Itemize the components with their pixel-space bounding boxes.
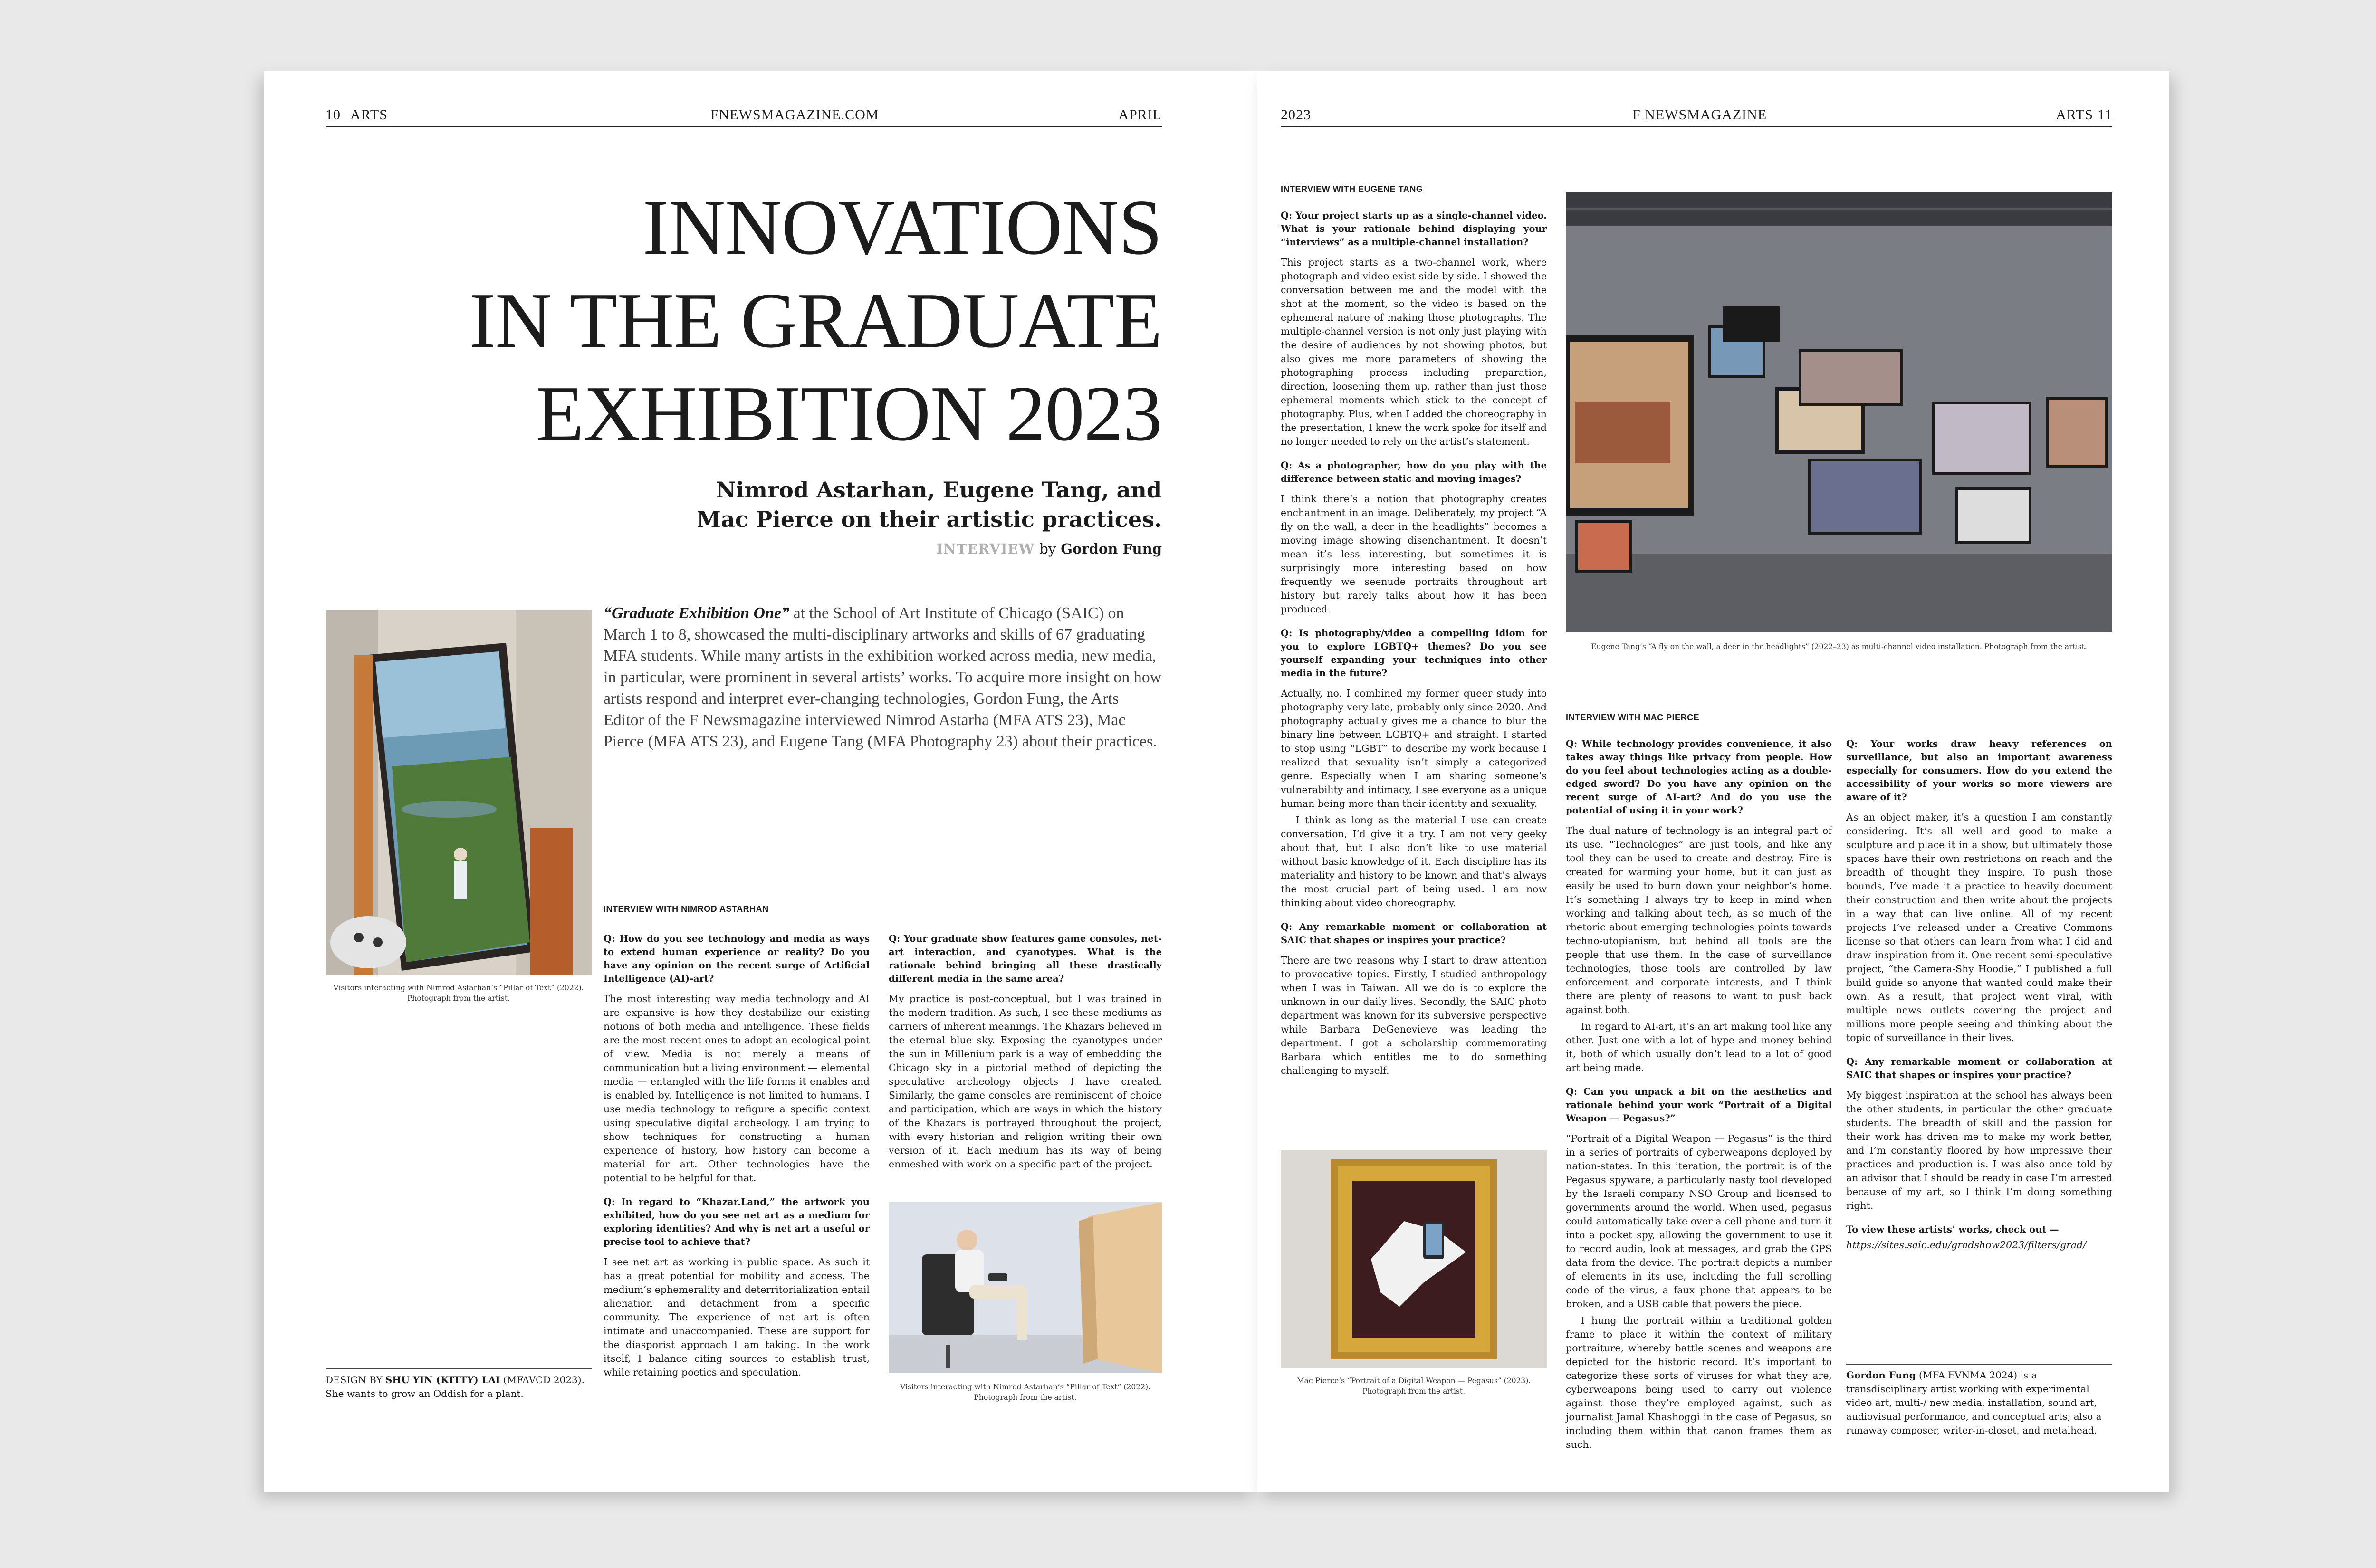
answer: I think as long as the material I use can create conversation, I’d give it a try. I am not very geeky about that, but I also don’t like to use material without basic knowledge of it. Each discipline has its materiality and history to be known and that’s always the most crucial part of being used. I am now thinking about video choreography.: [1281, 814, 1547, 908]
section-title-mac: INTERVIEW WITH MAC PIERCE: [1566, 713, 1700, 722]
question: Q: Your graduate show features game consoles, net-art interaction, and cyanotypes. What is the rationale behind bringing all these drastically different media in the same area?: [889, 933, 1162, 984]
magazine-label: F NEWSMAGAZINE: [1632, 107, 1767, 123]
question: Q: Your project starts up as a single-channel video. What is your rationale behind displaying your “interviews” as a multiple-channel installation?: [1281, 210, 1547, 248]
answer: Actually, no. I combined my former queer study into photography very late, probably only since 2020. And photography actually gives me a chance to blur the binary line between LGBTQ+ and straight. I started to stop using “LGBT” to describe my work because I realized that sexuality isn’t simply a categorized genre. Especially when I am sharing someone’s vulnerability and intimacy, I see everyone as a unique human being more than their identity and sexuality.: [1281, 688, 1547, 809]
section-label: ARTS: [350, 107, 388, 123]
photo-portrait-illustration: [1281, 1150, 1547, 1368]
answer: My practice is post-conceptual, but I was trained in the modern tradition. As such, I see these mediums as carriers of inherent meanings. The Khazars believed in the eternal blue sky. Exposing the cyanotypes under the sun in Millenium park is a way of embedding the Chicago sky in a pictorial method of depicting the speculative archeology objects I have created. Similarly, the game consoles are reminiscent of choice and participation, which are ways in which the history of the Khazars is portrayed throughout the project, with every historian and religion writing their own version of it. Each medium has its way of being enmeshed with work on a specific part of the project.: [889, 993, 1162, 1170]
design-credit: [326, 1368, 592, 1401]
caption-eugene: Eugene Tang’s “A fly on the wall, a deer in the headlights” (2022–23) as multi-channel video installation. Photograph from the artist.: [1591, 642, 2087, 651]
photo-pillar-of-text: [326, 610, 592, 975]
byline-kicker: INTERVIEW: [936, 541, 1035, 557]
designer-name: SHU YIN (KITTY) LAI: [385, 1374, 500, 1386]
photo-eugene-installation: [1566, 192, 2112, 632]
photo-pillar-illustration: [326, 610, 592, 975]
answer: “Portrait of a Digital Weapon — Pegasus” is the third in a series of portraits of cyberweapons deployed by nation-states. In this iteration, the portrait is of the Pegasus spyware, a particularly nasty tool developed by the Israeli company NSO Group and licensed to governments around the world. When used, pegasus could automatically take over a cell phone and turn it into a pocket spy, allowing the government to use it to record audio, look at messages, and grab the GPS data from the device. The portrait depicts a number of elements in its use, including the full scrolling code of the virus, a faux phone that appears to be broken, and a USB cable that powers the piece.: [1566, 1133, 1832, 1310]
byline: [937, 541, 1162, 557]
answer: This project starts as a two-channel work, where photograph and video exist side by side. I showed the conversation between me and the model with the shot at the moment, so the video is based on the ephemeral nature of making those photographs. The multiple-channel version is not only just playing with the desire of audiences by not showing photos, but also gives me more parameters of showing the photographing process including preparation, direction, loosening them up, rather than just those ephemeral moments which stick to the concept of photography. Plus, when I added the choreography in the presentation, I knew the work spoke for itself and no longer needed to rely on the artist’s statement.: [1281, 257, 1547, 447]
photo-visitor-seated: [889, 1202, 1162, 1373]
section-title-nimrod: INTERVIEW WITH NIMROD ASTARHAN: [604, 904, 769, 914]
right-page: [1257, 71, 2169, 1492]
column-eugene: [1281, 199, 1547, 1080]
year-label: 2023: [1281, 107, 1311, 123]
answer: My biggest inspiration at the school has always been the other students, in particular the other graduate students. The breadth of skill and the passion for their work has driven me to make my work better, and I’m constantly floored by how impressive their practices and production is. I was also once told by an advisor that I should be ready in case I’m arrested because of my art, so I think I’m doing something right.: [1846, 1090, 2112, 1211]
design-credit-line: [326, 1373, 592, 1387]
headline-line: INNOVATIONS: [642, 183, 1162, 271]
question: Q: In regard to “Khazar.Land,” the artwork you exhibited, how do you see net art as a medium for exploring identities? And why is net art a useful or precise tool to achieve that?: [604, 1196, 870, 1247]
view-works-label: To view these artists’ works, check out —: [1846, 1224, 2059, 1235]
answer: I think there’s a notion that photography creates enchantment in an image. Deliberately, my project “A fly on the wall, a deer in the headlights” becomes a moving image showing disenchantment. It doesn’t mean it’s less interesting, but sometimes it is surprisingly more interesting based on how frequently we seenude portraits throughout art history but rarely talks about how it has been produced.: [1281, 493, 1547, 615]
column-mac-2: [1846, 727, 2112, 1255]
question: Q: Any remarkable moment or collaboration at SAIC that shapes or inspires your practice?: [1281, 921, 1547, 946]
caption-pillar-2: Visitors interacting with Nimrod Astarhan’s “Pillar of Text” (2022). Photograph from the artist.: [900, 1383, 1150, 1402]
byline-by: by: [1039, 541, 1056, 557]
subhead: [544, 475, 1162, 534]
answer: The most interesting way media technology and AI are expansive is how they destabilize our existing notions of both media and intelligence. These fields are the most recent ones to adopt an ecological point of view. Media is not merely a means of communication but a living environment — elemental media — entangled with the life forms it enables and is enabled by. Intelligence is not limited to humans. I use media technology to refigure a specific context using speculative digital archeology. I am trying to show techniques for constructing a human experience of history, how history can become a material for art. Other technologies have the potential to be helpful for that.: [604, 993, 870, 1184]
author-bio-text: (MFA FVNMA 2024) is a transdisciplinary artist working with experimental video art, multi-/ new media, installation, sound art, audiovisual performance, and conceptual arts; also a runaway composer, writer-in-closet, and metalhead.: [1846, 1369, 2102, 1436]
subhead-line: Mac Pierce on their artistic practices.: [697, 507, 1162, 532]
headline-line: EXHIBITION 2023: [536, 370, 1162, 457]
column-nimrod-2: [889, 922, 1162, 1174]
author-bio: [1846, 1364, 2112, 1437]
answer: There are two reasons why I start to draw attention to provocative topics. Firstly, I studied anthropology when I was in Taiwan. All we do is to explore the unknown in our daily lives. Secondly, the SAIC photo department was known for its subversive perspective while Barbara DeGenevieve was leading the department. I got a scholarship commemorating Barbara which entitles me to do something challenging to myself.: [1281, 955, 1547, 1076]
question: Q: Any remarkable moment or collaboration at SAIC that shapes or inspires your practice?: [1846, 1056, 2112, 1080]
answer: I see net art as working in public space. As such it has a great potential for mobility and access. The medium’s ephemerality and deterritorialization entail alienation and detachment from a specific community. The experience of net art is often intimate and unaccompanied. These are support for the diasporist approach I am taking. In the work itself, I balance citing sources to establish trust, while retaining poetics and speculation.: [604, 1256, 870, 1378]
column-nimrod-1: [604, 922, 870, 1382]
answer: The dual nature of technology is an integral part of its use. “Technologies” are just tools, and like any tool they can be used to create and destroy. Fire is created for warming your home, but it can just as easily be used to burn down your neighbor’s home. It’s something I always try to keep in mind when working and talking about tech, as so much of the rhetoric about emerging technologies points towards techno-utopianism, but behind all tools are the people that use them. In the case of surveillance technologies, those tools are controlled by law enforcement and corporate interests, and I think there are plenty of reasons to want to push back against both.: [1566, 825, 1832, 1015]
photo-visitor-illustration: [889, 1202, 1162, 1373]
caption-mac: Mac Pierce’s “Portrait of a Digital Weapon — Pegasus” (2023). Photograph from the artist.: [1296, 1377, 1531, 1396]
column-mac-1: [1566, 727, 1832, 1454]
headline-line: IN THE GRADUATE: [469, 277, 1162, 364]
left-running-header: [326, 107, 1162, 127]
site-label: FNEWSMAGAZINE.COM: [710, 107, 879, 123]
right-running-header: [1281, 107, 2112, 127]
section-title-eugene: INTERVIEW WITH EUGENE TANG: [1281, 184, 1423, 194]
left-page: [264, 71, 1257, 1492]
question: Q: How do you see technology and media as ways to extend human experience or reality? Do you have any opinion on the recent surge of Artificial Intelligence (AI)-art?: [604, 933, 870, 984]
lede-title: “Graduate Exhibition One”: [604, 604, 790, 622]
design-credit-prefix: DESIGN BY: [326, 1374, 385, 1386]
design-credit-note: She wants to grow an Oddish for a plant.: [326, 1388, 524, 1399]
headline: [307, 181, 1162, 460]
question: Q: Your works draw heavy references on surveillance, but also an important awareness especially for consumers. How do you extend the accessibility of your works so more viewers are aware of it?: [1846, 738, 2112, 803]
subhead-line: Nimrod Astarhan, Eugene Tang, and: [716, 477, 1162, 503]
photo-mac-portrait: [1281, 1150, 1547, 1368]
answer: As an object maker, it’s a question I am constantly considering. It’s all well and good to make a sculpture and place it in a show, but ultimately those spaces have their own restrictions on reach and the breadth of thought they inspire. To push those bounds, I’ve made it a practice to heavily document their construction and then write about the projects in a way that can live online. All of my recent projects I’ve released under a Creative Commons license so that others can learn from what I did and draw inspiration from it. One recent semi-speculative project, “the Camera-Shy Hoodie,” I published a full build guide so anyone that wanted could make their own. As a result, that project went viral, with multiple news outlets covering the project and millions more people seeing and thinking about the topic of surveillance in their lives.: [1846, 812, 2112, 1043]
author-bio-name: Gordon Fung: [1846, 1369, 1916, 1381]
question: Q: While technology provides convenience, it also takes away things like privacy from people. How do you feel about technologies acting as a double-edged sword? Do you have any opinion on the recent surge of AI-art? And do you use the potential of using it in your work?: [1566, 738, 1832, 816]
question: Q: As a photographer, how do you play with the difference between static and moving images?: [1281, 460, 1547, 484]
caption-pillar-1: Visitors interacting with Nimrod Astarhan’s “Pillar of Text” (2022). Photograph from the artist.: [333, 984, 584, 1003]
page-number: 11: [2098, 107, 2112, 123]
view-works-link[interactable]: https://sites.saic.edu/gradshow2023/filters/grad/: [1846, 1239, 2087, 1251]
lede-text: at the School of Art Institute of Chicago (SAIC) on March 1 to 8, showcased the multi-disciplinary artworks and skills of 67 graduating MFA students. While many artists in the exhibition worked across media, new media, in particular, were prominent in several artists’ works. To acquire more insight on how artists respond and interpret ever-changing technologies, Gordon Fung, the Arts Editor of the F Newsmagazine interviewed Nimrod Astarha (MFA ATS 23), Mac Pierce (MFA ATS 23), and Eugene Tang (MFA Photography 23) about their practices.: [604, 604, 1162, 750]
design-credit-suffix: (MFAVCD 2023).: [500, 1374, 584, 1386]
lede-paragraph: [604, 602, 1162, 752]
photo-installation-illustration: [1566, 192, 2112, 632]
answer: I hung the portrait within a traditional golden frame to place it within the context of military portraiture, whereby battle scenes and weapons are depicted for the historic record. It’s important to categorize these sorts of viruses for what they are, cyberweapons being used to carry out violence against those they’re employed against, such as journalist Jamal Khashoggi in the case of Pegasus, so including them within that canon frames them as such.: [1566, 1315, 1832, 1450]
answer: In regard to AI-art, it’s an art making tool like any other. Just one with a lot of hype and money behind it, both of which usually don’t lead to a lot of good art being made.: [1566, 1021, 1832, 1073]
section-label: ARTS: [2056, 107, 2093, 123]
question: Q: Is photography/video a compelling idiom for you to explore LGBTQ+ themes? Do you see yourself expanding your techniques into other media in the future?: [1281, 628, 1547, 679]
page-number: 10: [326, 107, 341, 123]
month-label: APRIL: [1118, 107, 1162, 123]
question: Q: Can you unpack a bit on the aesthetics and rationale behind your work “Portrait of a Digital Weapon — Pegasus?”: [1566, 1086, 1832, 1124]
byline-author: Gordon Fung: [1061, 541, 1162, 557]
